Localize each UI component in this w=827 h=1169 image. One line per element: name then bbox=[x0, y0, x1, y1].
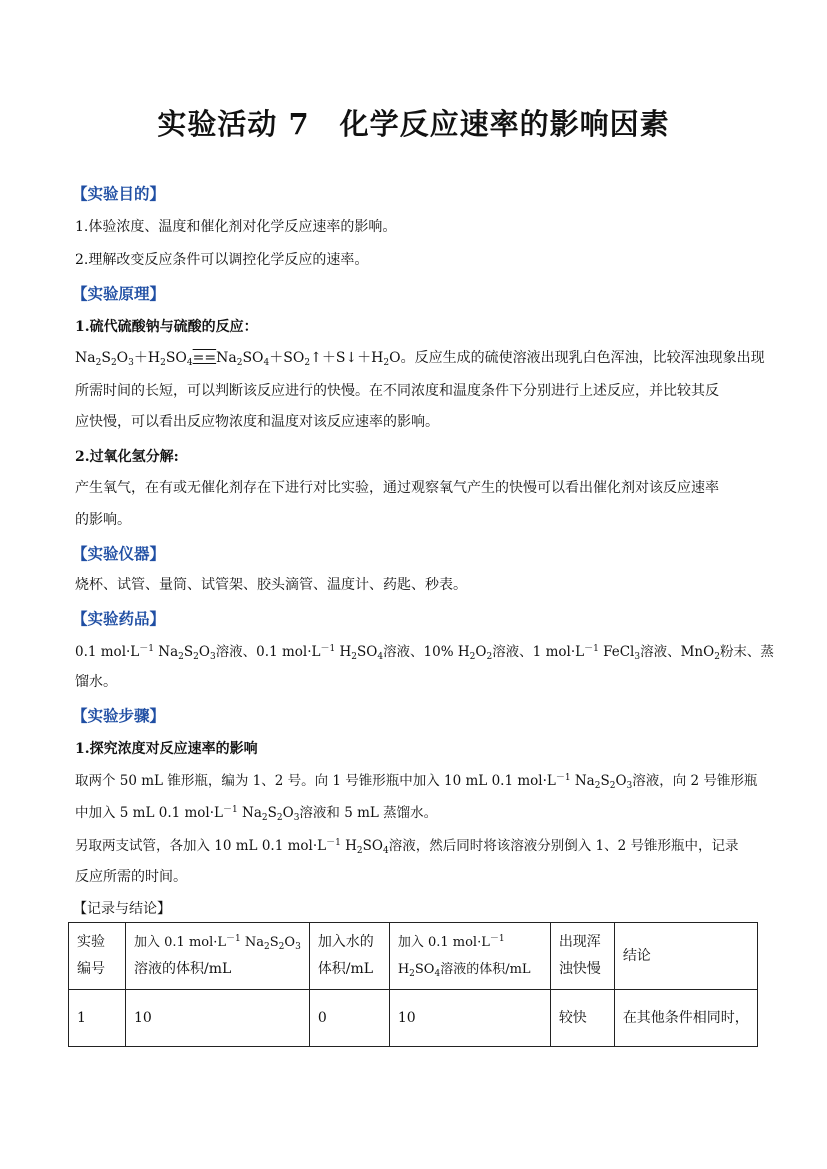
heading-steps: 【实验步骤】 bbox=[72, 707, 166, 725]
principle-text-1c: 应快慢，可以看出反应物浓度和温度对该反应速率的影响。 bbox=[75, 414, 439, 430]
header-cell-water: 加入水的 体积/mL bbox=[309, 923, 389, 990]
steps-line-2: 中加入 5 mL 0.1 $mol\cdot L^{-1}$ $Na_2S_2O_3$溶液和 5 mL 蒸馏水。 bbox=[75, 805, 438, 823]
header-cell-na2s2o3: 加入 0.1 $mol\cdot L^{-1}$ $Na_2S_2O_3$ 溶液的体积/mL bbox=[126, 923, 310, 990]
cell-na2s2o3: 10 bbox=[126, 990, 310, 1047]
principle-text-1a: 反应生成的硫使溶液出现乳白色浑浊，比较浑浊现象出现 bbox=[414, 350, 765, 366]
purpose-item-1: 1.体验浓度、温度和催化剂对化学反应速率的影响。 bbox=[75, 219, 397, 235]
heading-purpose: 【实验目的】 bbox=[72, 185, 166, 203]
record-table bbox=[68, 922, 758, 1047]
purpose-item-2: 2.理解改变反应条件可以调控化学反应的速率。 bbox=[75, 252, 369, 268]
reagents-line-2: 馏水。 bbox=[75, 674, 117, 690]
heading-principle: 【实验原理】 bbox=[72, 285, 166, 303]
header-cell-id: 实验 编号 bbox=[69, 923, 126, 990]
steps-subtitle-1: 1.探究浓度对反应速率的影响 bbox=[75, 741, 258, 757]
cell-h2so4: 10 bbox=[389, 990, 550, 1047]
principle-text-2a: 产生氧气，在有或无催化剂存在下进行对比实验，通过观察氧气产生的快慢可以看出催化剂对该反应速率 bbox=[75, 480, 719, 496]
principle-subtitle-2: 2.过氧化氢分解: bbox=[75, 449, 179, 465]
principle-text-2b: 的影响。 bbox=[75, 512, 131, 528]
cell-id: 1 bbox=[69, 990, 126, 1047]
steps-line-1: 取两个 50 mL 锥形瓶，编为 1、2 号。向 1 号锥形瓶中加入 10 mL 0.1 $mol\cdot L^{-1}$ $Na_2S_2O_3$溶液，向 2 号锥形瓶 bbox=[75, 773, 758, 791]
table-row bbox=[69, 990, 758, 1047]
header-cell-h2so4: 加入 0.1 $mol\cdot L^{-1}$ $H_2SO_4$溶液的体积/mL bbox=[389, 923, 550, 990]
principle-text-1b: 所需时间的长短，可以判断该反应进行的快慢。在不同浓度和温度条件下分别进行上述反应，并比较其反 bbox=[75, 383, 719, 399]
cell-conclusion: 在其他条件相同时， bbox=[614, 990, 757, 1047]
apparatus-text: 烧杯、试管、量筒、试管架、胶头滴管、温度计、药匙、秒表。 bbox=[75, 577, 467, 593]
steps-line-4: 反应所需的时间。 bbox=[75, 869, 187, 885]
principle-subtitle-1: 1.硫代硫酸钠与硫酸的反应： bbox=[75, 319, 258, 335]
heading-reagents: 【实验药品】 bbox=[72, 610, 166, 628]
page-title: 实验活动 7 化学反应速率的影响因素 bbox=[157, 107, 670, 141]
header-cell-turbidity: 出现浑 浊快慢 bbox=[550, 923, 614, 990]
heading-apparatus: 【实验仪器】 bbox=[72, 545, 166, 563]
cell-water: 0 bbox=[309, 990, 389, 1047]
principle-equation-line bbox=[75, 347, 765, 367]
steps-line-3: 另取两支试管，各加入 10 mL 0.1 $mol\cdot L^{-1}$ $H_2SO_4$溶液，然后同时将该溶液分别倒入 1、2 号锥形瓶中，记录 bbox=[75, 838, 739, 856]
equation: $Na_2S_2O_3+H_2SO_4==Na_2SO_4+SO_2↑+S↓+H_2O$。 bbox=[75, 350, 415, 368]
header-cell-conclusion: 结论 bbox=[614, 923, 757, 990]
cell-turbidity: 较快 bbox=[550, 990, 614, 1047]
record-label: 【记录与结论】 bbox=[73, 901, 171, 917]
reagents-line-1: 0.1 $mol\cdot L^{-1}$ $Na_2S_2O_3$溶液、0.1 $mol\cdot L^{-1}$ $H_2SO_4$溶液、10% $H_2O_2$溶液、1 $mol\cdot L^{-1}$ FeCl$_3$溶液、MnO$_2$粉末、蒸 bbox=[75, 644, 774, 662]
table-header-row bbox=[69, 923, 758, 990]
